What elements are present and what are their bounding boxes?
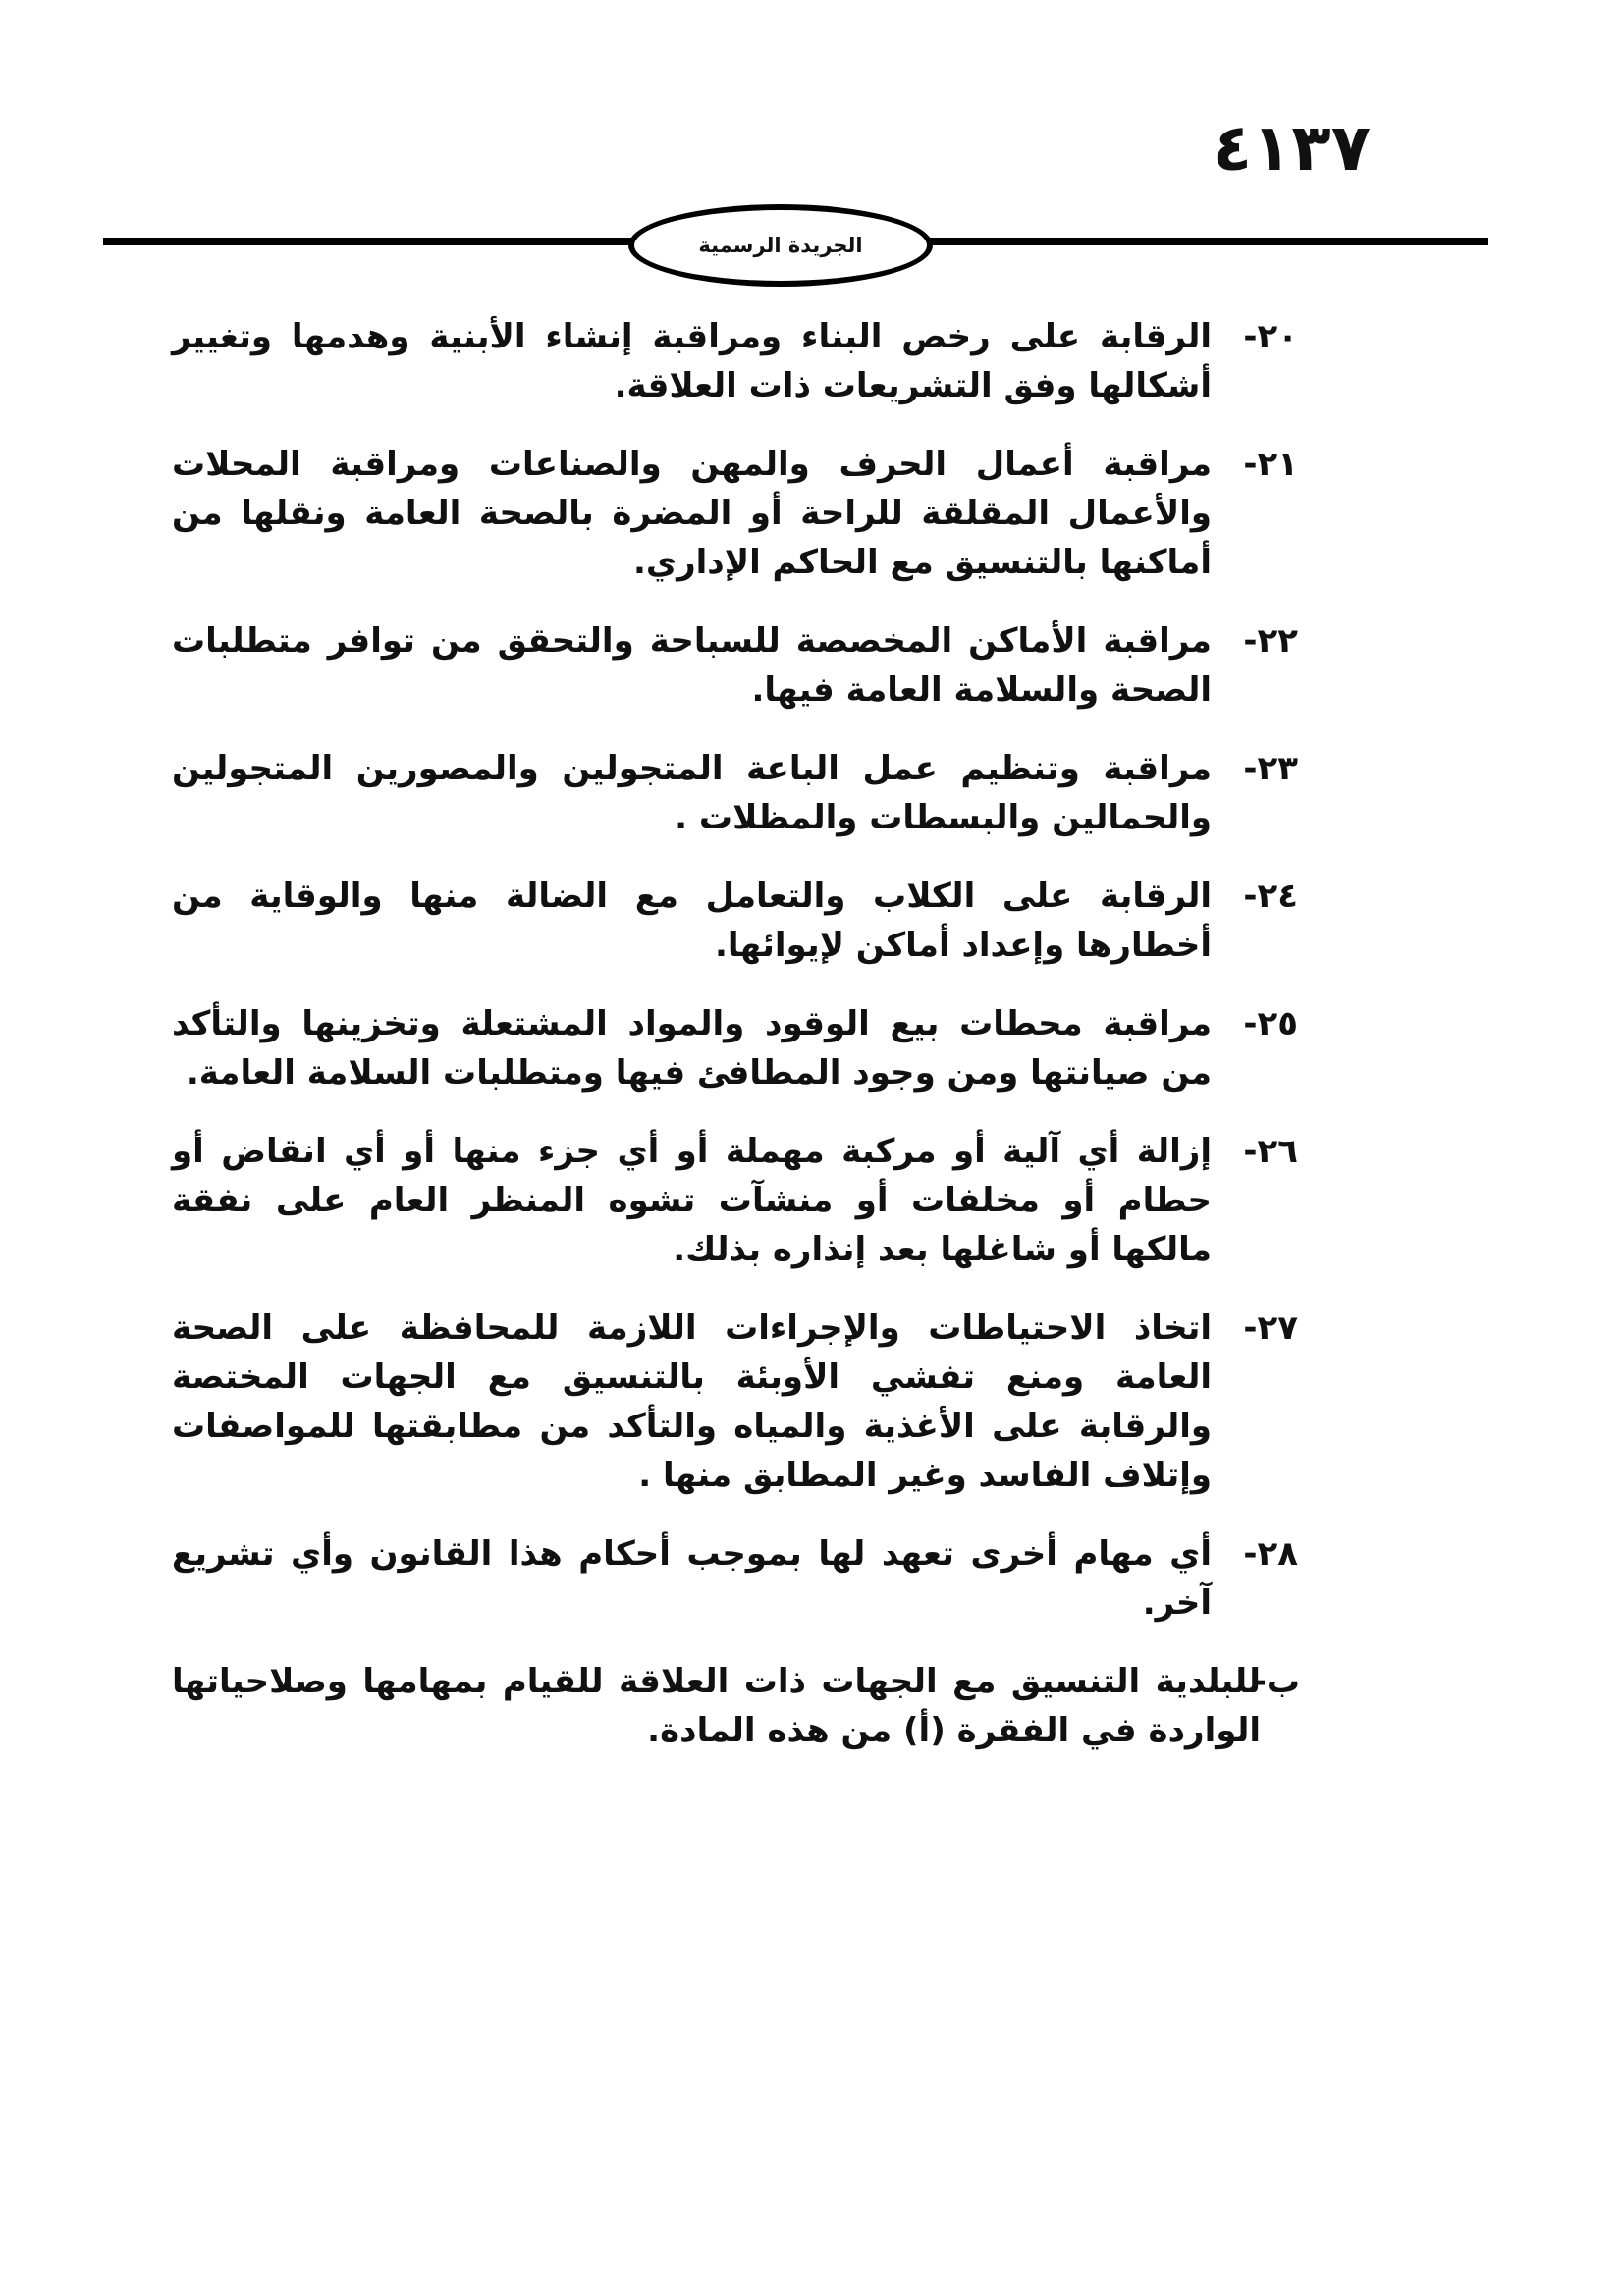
article-body (172, 312, 1300, 1785)
clause-26 (172, 1127, 1298, 1274)
clause-number: ٢٨- (1243, 1534, 1298, 1574)
paragraph-b-label: ب- (1252, 1662, 1300, 1701)
clause-27 (172, 1304, 1298, 1500)
clause-text: إزالة أي آلية أو مركبة مهملة أو أي جزء منها أو أي انقاض أو حطام أو مخلفات أو منشآت تشوه المنظر العام على نفقة مالكها أو شاغلها بعد إنذاره بذلك. (172, 1132, 1212, 1269)
clause-text: الرقابة على رخص البناء ومراقبة إنشاء الأبنية وهدمها وتغيير أشكالها وفق التشريعات ذات العلاقة. (172, 317, 1212, 405)
gazette-title-oval (628, 204, 933, 287)
clause-text: الرقابة على الكلاب والتعامل مع الضالة منها والوقاية من أخطارها وإعداد أماكن لإيوائها. (172, 877, 1212, 965)
page-number: ٤١٣٧ (1212, 110, 1371, 186)
clause-number: ٢٢- (1243, 621, 1298, 661)
clause-number: ٢٧- (1243, 1308, 1298, 1348)
clause-number: ٢٠- (1243, 317, 1298, 356)
clause-text: مراقبة محطات بيع الوقود والمواد المشتعلة وتخزينها والتأكد من صيانتها ومن وجود المطافئ فيها ومتطلبات السلامة العامة. (172, 1004, 1212, 1093)
clause-25 (172, 999, 1298, 1097)
clause-23 (172, 744, 1298, 842)
paragraph-b-text: للبلدية التنسيق مع الجهات ذات العلاقة للقيام بمهامها وصلاحياتها الواردة في الفقرة (أ) من هذه المادة. (172, 1662, 1261, 1750)
clause-text: مراقبة أعمال الحرف والمهن والصناعات ومراقبة المحلات والأعمال المقلقة للراحة أو المضرة بالصحة العامة ونقلها من أماكنها بالتنسيق مع الحاكم الإداري. (172, 445, 1212, 582)
clause-number: ٢٥- (1243, 1004, 1298, 1043)
clause-22 (172, 616, 1298, 715)
clause-text: أي مهام أخرى تعهد لها بموجب أحكام هذا القانون وأي تشريع آخر. (172, 1534, 1212, 1623)
clause-number: ٢١- (1243, 445, 1298, 484)
clause-number: ٢٣- (1243, 749, 1298, 788)
clause-number: ٢٤- (1243, 877, 1298, 916)
clause-21 (172, 440, 1298, 587)
paragraph-b (172, 1657, 1300, 1755)
clause-28 (172, 1529, 1298, 1628)
clause-text: اتخاذ الاحتياطات والإجراءات اللازمة للمحافظة على الصحة العامة ومنع تفشي الأوبئة بالتنسيق مع الجهات المختصة والرقابة على الأغذية والمياه والتأكد من مطابقتها للمواصفات وإتلاف الفاسد وغير المطابق منها . (172, 1308, 1212, 1495)
clause-20 (172, 312, 1298, 410)
clause-number: ٢٦- (1243, 1132, 1298, 1171)
clause-24 (172, 872, 1298, 970)
clause-text: مراقبة الأماكن المخصصة للسباحة والتحقق من توافر متطلبات الصحة والسلامة العامة فيها. (172, 621, 1212, 710)
gazette-title: الجريدة الرسمية (698, 234, 863, 257)
clause-text: مراقبة وتنظيم عمل الباعة المتجولين والمصورين المتجولين والحمالين والبسطات والمظلات . (172, 749, 1212, 837)
